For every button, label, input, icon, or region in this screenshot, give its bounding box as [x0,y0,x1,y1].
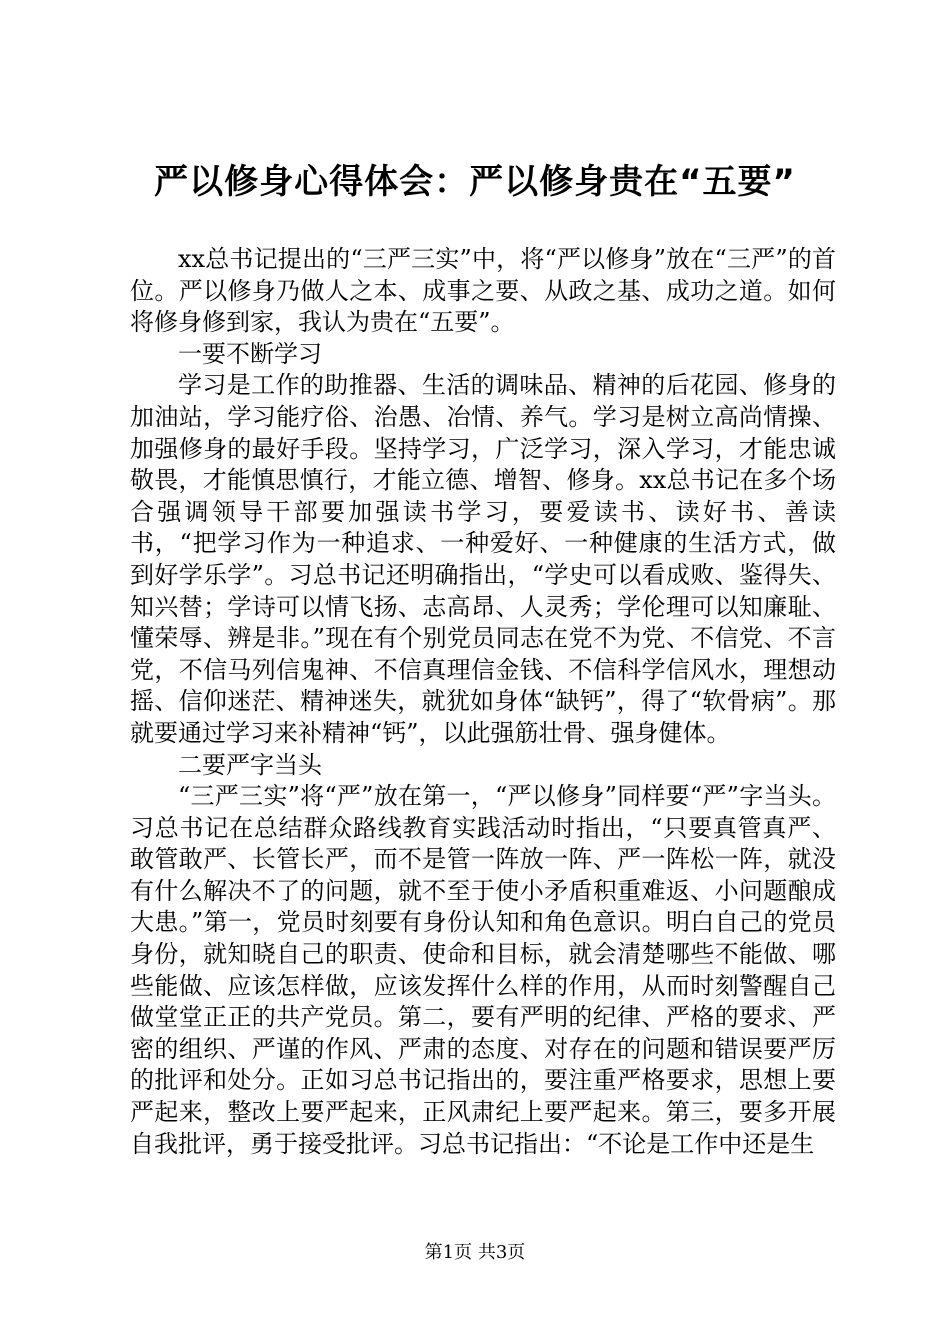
paragraph-intro: xx总书记提出的“三严三实”中，将“严以修身”放在“三严”的首位。严以修身乃做人之本、成事之要、从政之基、成功之道。如何将修身修到家，我认为贵在“五要”。 [130,245,836,337]
section-heading-2: 二要严字当头 [178,750,322,779]
page-footer [0,1241,950,1265]
page-number: 第1页 [424,1242,473,1263]
section-heading-1: 一要不断学习 [178,339,322,368]
paragraph-section-1: 学习是工作的助推器、生活的调味品、精神的后花园、修身的加油站，学习能疗俗、治愚、冶情、养气。学习是树立高尚情操、加强修身的最好手段。坚持学习，广泛学习，深入学习，才能忠诚敬畏，才能慎思慎行，才能立德、增智、修身。xx总书记在多个场合强调领导干部要加强读书学习，要爱读书、读好书、善读书，“把学习作为一种追求、一种爱好、一种健康的生活方式，做到好学乐学”。习总书记还明确指出，“学史可以看成败、鉴得失、知兴替；学诗可以情飞扬、志高昂、人灵秀；学伦理可以知廉耻、懂荣辱、辨是非。”现在有个别党员同志在党不为党、不信党、不言党，不信马列信鬼神、不信真理信金钱、不信科学信风水，理想动摇、信仰迷茫、精神迷失，就犹如身体“缺钙”，得了“软骨病”。那就要通过学习来补精神“钙”，以此强筋壮骨、强身健体。 [130,371,836,747]
paragraph-section-2: “三严三实”将“严”放在第一，“严以修身”同样要“严”字当头。习总书记在总结群众路线教育实践活动时指出，“只要真管真严、敢管敢严、长管长严，而不是管一阵放一阵、严一阵松一阵，就没有什么解决不了的问题，就不至于使小矛盾积重难返、小问题酿成大患。”第一，党员时刻要有身份认知和角色意识。明白自己的党员身份，就知晓自己的职责、使命和目标，就会清楚哪些不能做、哪些能做、应该怎样做，应该发挥什么样的作用，从而时刻警醒自己做堂堂正正的共产党员。第二，要有严明的纪律、严格的要求、严密的组织、严谨的作风、严肃的态度、对存在的问题和错误要严厉的批评和处分。正如习总书记指出的，要注重严格要求，思想上要严起来，整改上要严起来，正风肃纪上要严起来。第三，要多开展自我批评，勇于接受批评。习总书记指出：“不论是工作中还是生 [130,782,836,1158]
document-body [130,244,836,1160]
page-total: 共3页 [477,1242,526,1263]
document-title: 严以修身心得体会：严以修身贵在“五要” [154,162,796,202]
